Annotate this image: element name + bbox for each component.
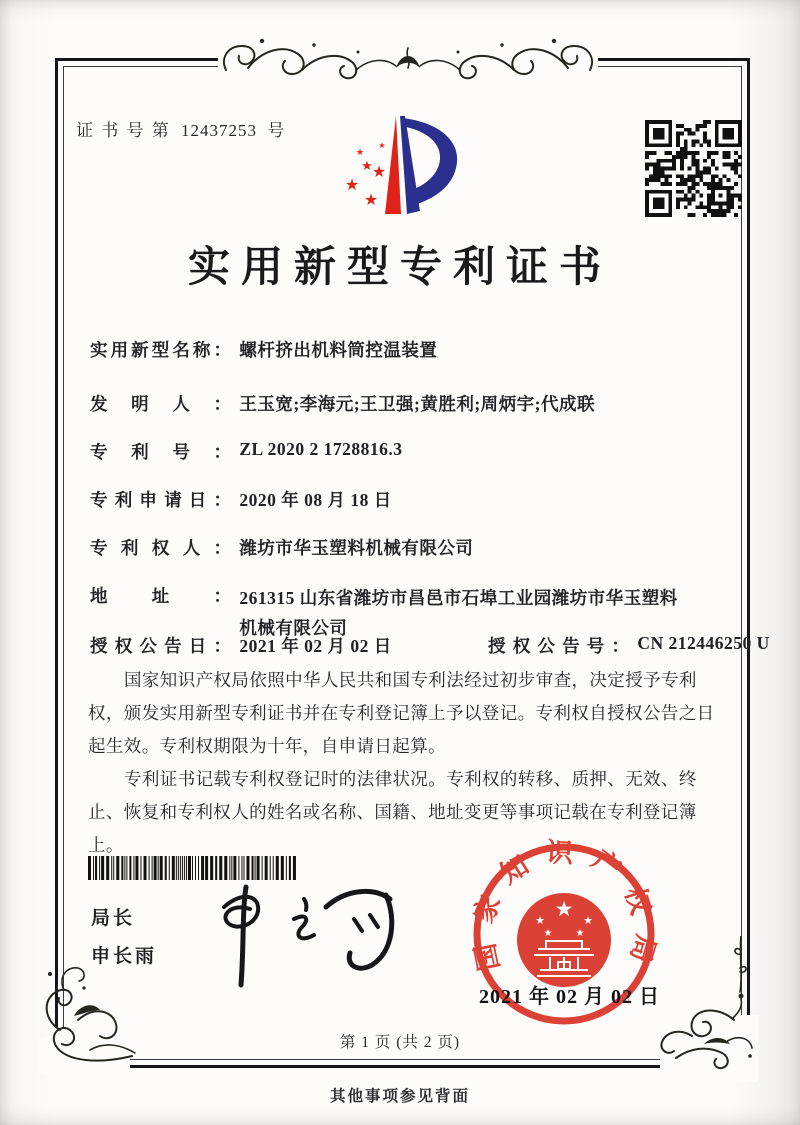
seal-star-icon: ★ (575, 928, 585, 939)
logo-star-icon: ★ (355, 148, 365, 158)
seal-star-icon: ★ (583, 914, 593, 927)
certificate-number-suffix: 号 (267, 121, 287, 140)
field-label: 地址： (90, 586, 231, 606)
field-label: 授权公告号： (488, 636, 629, 656)
field-row-inventors (90, 391, 595, 416)
field-label: 专利号： (90, 442, 231, 462)
page-title: 实用新型专利证书 (187, 245, 612, 291)
seal-star-icon: ★ (543, 928, 553, 939)
field-grant-number (488, 633, 770, 658)
field-value: 潍坊市华玉塑料机械有限公司 (239, 538, 474, 558)
field-row-grant (90, 633, 770, 658)
certificate-number (76, 116, 286, 141)
field-row-name (90, 337, 437, 362)
logo-star-icon: ★ (378, 141, 386, 150)
logo-star-icon: ★ (363, 190, 379, 209)
certificate-number-value: 12437253 (181, 121, 257, 140)
field-value: 2020 年 08 月 18 日 (239, 490, 392, 510)
qr-code-icon (645, 120, 742, 217)
officer-name: 申长雨 (91, 946, 158, 967)
bottom-right-flourish-ornament (646, 936, 758, 1084)
officer-block (91, 903, 157, 979)
address-line-1: 261315 山东省潍坊市昌邑市石埠工业园潍坊市华玉塑料 (239, 588, 678, 608)
field-value: 2021 年 02 月 02 日 (239, 636, 392, 656)
back-side-note: 其他事项参见背面 (329, 1088, 470, 1105)
field-value: 王玉宽;李海元;王卫强;黄胜利;周炳宇;代成联 (239, 394, 596, 414)
legal-paragraph-1: 国家知识产权局依照中华人民共和国专利法经过初步审查，决定授予专利权，颁发实用新型专利证书并在专利登记簿上予以登记。专利权自授权公告之日起生效。专利权期限为十年，自申请日起算。 (88, 670, 715, 756)
field-value: 螺杆挤出机料筒控温装置 (239, 340, 438, 360)
address-line-2: 机械有限公司 (239, 618, 348, 638)
seal-ring-text: 国家知识产权局 (466, 837, 662, 982)
signature-handwriting (208, 872, 408, 992)
field-row-patent-number (90, 439, 403, 464)
field-label: 发明人： (90, 394, 231, 414)
field-value: CN 212446250 U (637, 633, 770, 653)
legal-text (88, 664, 720, 862)
logo-star-icon: ★ (344, 175, 360, 194)
cnipa-logo-icon (332, 110, 477, 226)
officer-title: 局长 (91, 908, 136, 929)
top-flourish-ornament (218, 30, 598, 94)
field-label: 实用新型名称： (90, 340, 231, 360)
seal-star-icon: ★ (554, 897, 574, 921)
seal-star-icon: ★ (535, 914, 545, 927)
logo-star-icon: ★ (371, 162, 387, 181)
field-label: 专利申请日： (90, 490, 231, 510)
certificate-number-prefix: 证 书 号 第 (76, 121, 171, 140)
field-row-patentee (90, 535, 473, 560)
field-label: 专利权人： (90, 538, 231, 558)
field-row-filing-date (90, 487, 392, 512)
page-number: 第 1 页 (共 2 页) (339, 1034, 461, 1051)
field-label: 授权公告日： (90, 636, 231, 656)
legal-paragraph-2: 专利证书记载专利权登记时的法律状况。专利权的转移、质押、无效、终止、恢复和专利权人的姓名或名称、国籍、地址变更等事项记载在专利登记簿上。 (88, 769, 697, 855)
field-value: ZL 2020 2 1728816.3 (239, 439, 403, 459)
seal-date: 2021 年 02 月 02 日 (479, 986, 660, 1008)
logo-star-icon: ★ (361, 159, 373, 174)
